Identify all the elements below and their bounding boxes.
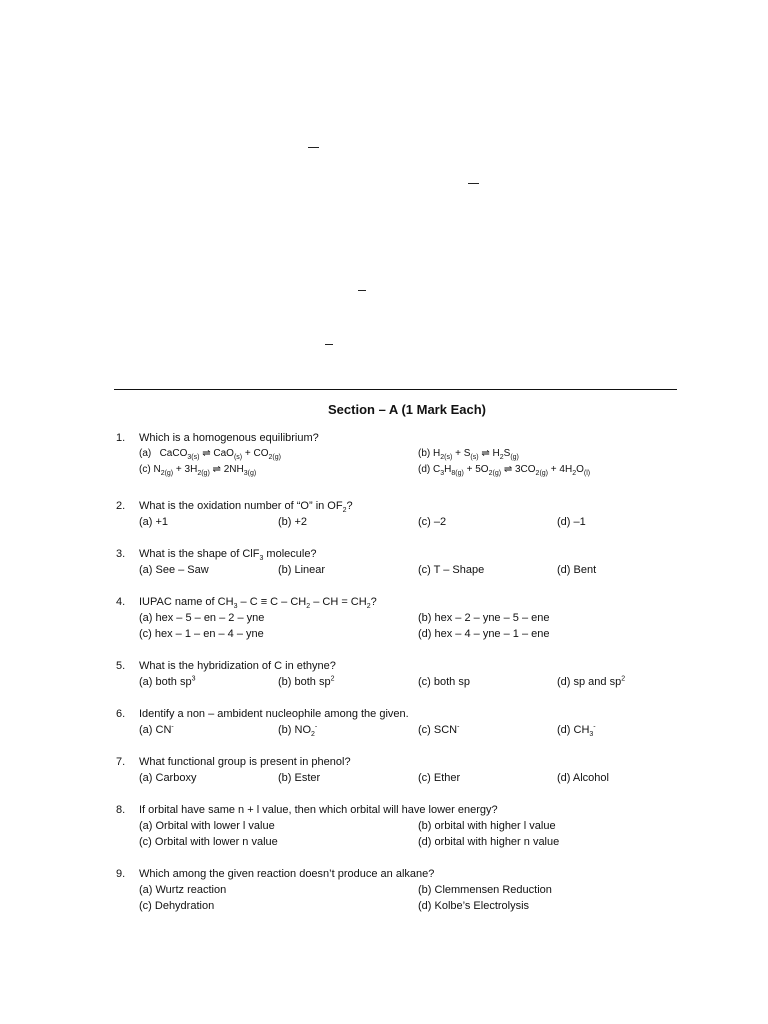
- header-dash-3: [358, 290, 366, 291]
- question-number: 1.: [116, 432, 126, 444]
- question-stem: What is the shape of ClF$_3$ molecule?: [139, 548, 317, 563]
- option-a: (a) CaCO$_{3(s)}$ ⇌ $CaO_{(s)} + CO_{2(g)}$: [139, 448, 281, 461]
- option-a: (a) Carboxy: [139, 772, 197, 784]
- option-a: (a) +1: [139, 516, 169, 528]
- header-dash-4: [325, 344, 333, 345]
- option-c: (c) Ether: [418, 772, 461, 784]
- question-number: 9.: [116, 868, 126, 880]
- question-number: 7.: [116, 756, 126, 768]
- option-b: (b) $H_{2(s)} + S_{(s)}$ ⇌ $H_2S_{(g)}$: [418, 448, 519, 461]
- question-number: 2.: [116, 500, 126, 512]
- question-number: 6.: [116, 708, 126, 720]
- option-c: (c) –2: [418, 516, 447, 528]
- option-c: (c) Dehydration: [139, 900, 215, 912]
- option-c: (c) hex – 1 – en – 4 – yne: [139, 628, 264, 640]
- option-d: (d) hex – 4 – yne – 1 – ene: [418, 628, 550, 640]
- option-a: (a) hex – 5 – en – 2 – yne: [139, 612, 265, 624]
- option-d: (d) orbital with higher n value: [418, 836, 560, 848]
- option-c: (c) T – Shape: [418, 564, 485, 576]
- option-b: (b) Clemmensen Reduction: [418, 884, 552, 896]
- question-stem: If orbital have same n + l value, then which orbital will have lower energy?: [139, 804, 498, 816]
- question-stem: Which among the given reaction doesn’t produce an alkane?: [139, 868, 435, 880]
- option-d: (d) sp and $sp^2$: [557, 675, 626, 688]
- option-a: (a) Wurtz reaction: [139, 884, 227, 896]
- question-number: 3.: [116, 548, 126, 560]
- option-a: (a) Orbital with lower l value: [139, 820, 275, 832]
- question-number: 5.: [116, 660, 126, 672]
- option-b: (b) hex – 2 – yne – 5 – ene: [418, 612, 550, 624]
- question-stem: What functional group is present in phenol?: [139, 756, 351, 768]
- question-stem: IUPAC name of $CH_3 - C \equiv C - CH_2$ – CH = $CH_2$?: [139, 596, 377, 611]
- header-dash-1: [308, 147, 319, 148]
- header-dash-2: [468, 183, 479, 184]
- option-d: (d) Bent: [557, 564, 597, 576]
- question-number: 8.: [116, 804, 126, 816]
- question-stem: Which is a homogenous equilibrium?: [139, 432, 319, 444]
- question-stem: What is the hybridization of C in ethyne?: [139, 660, 336, 672]
- option-a: (a) See – Saw: [139, 564, 209, 576]
- option-a: (a) CN-: [139, 723, 174, 736]
- option-d: (d) $CH_3^-$: [557, 723, 596, 739]
- option-b: (b) +2: [278, 516, 308, 528]
- question-stem: Identify a non – ambident nucleophile among the given.: [139, 708, 409, 720]
- option-c: (c) Orbital with lower n value: [139, 836, 278, 848]
- question-number: 4.: [116, 596, 126, 608]
- option-c: (c) SCN-: [418, 723, 460, 736]
- option-b: (b) orbital with higher l value: [418, 820, 556, 832]
- question-stem: What is the oxidation number of “O” in $OF_2$?: [139, 500, 353, 515]
- option-c: (c) $N_{2(g)} + 3H_{2(g)}$ ⇌ $2NH_{3(g)}$: [139, 464, 257, 477]
- option-b: (b) Linear: [278, 564, 326, 576]
- option-b: (b) both $sp^2$: [278, 675, 335, 688]
- option-b: (b) Ester: [278, 772, 321, 784]
- option-d: (d) Alcohol: [557, 772, 609, 784]
- option-d: (d) $C_3H_{8(g)} + 5O_{2(g)}$ ⇌ $3CO_{2(g)} + 4H_2O_{(l)}$: [418, 464, 591, 477]
- option-c: (c) both sp: [418, 676, 470, 688]
- option-d: (d) Kolbe’s Electrolysis: [418, 900, 530, 912]
- section-title: Section – A (1 Mark Each): [328, 402, 486, 417]
- option-b: (b) $NO_2^-$: [278, 723, 318, 739]
- section-divider: [114, 389, 677, 390]
- option-a: (a) both $sp^3$: [139, 675, 196, 688]
- option-d: (d) –1: [557, 516, 586, 528]
